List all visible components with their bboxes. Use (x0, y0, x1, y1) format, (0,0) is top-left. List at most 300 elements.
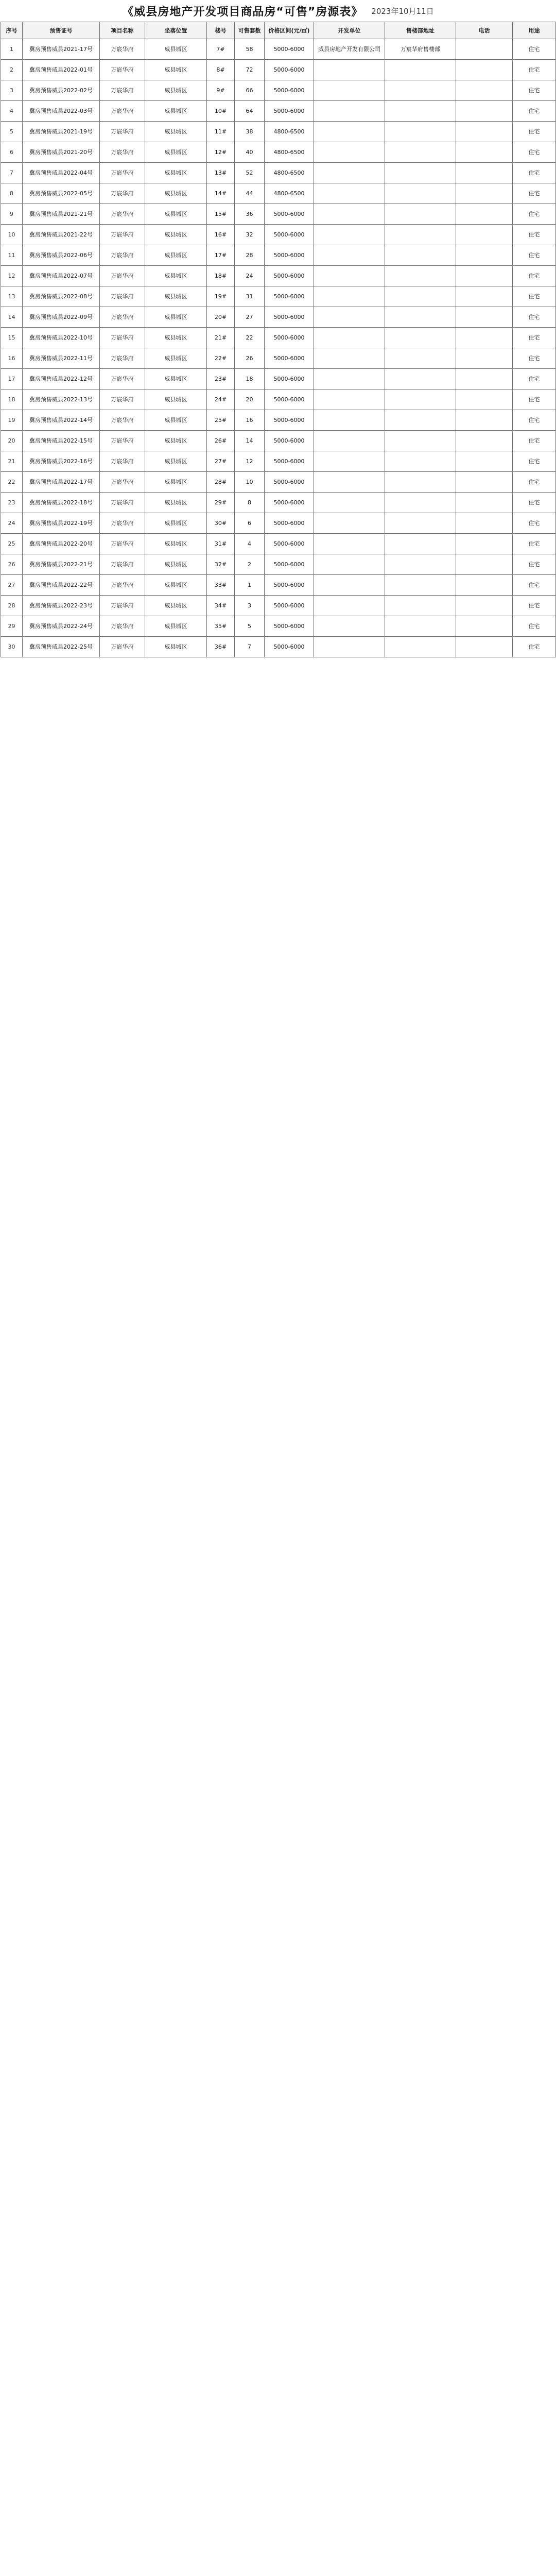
table-cell (385, 596, 456, 616)
table-cell: 40 (235, 142, 265, 163)
table-cell: 5000-6000 (265, 369, 314, 389)
table-cell (385, 431, 456, 451)
table-cell: 38 (235, 122, 265, 142)
column-header: 可售套数 (235, 22, 265, 39)
table-cell (385, 575, 456, 596)
table-cell (385, 307, 456, 328)
table-cell: 住宅 (513, 225, 556, 245)
table-cell (456, 39, 513, 60)
table-cell (314, 451, 385, 472)
table-cell: 威县城区 (145, 225, 207, 245)
table-cell (385, 616, 456, 637)
table-cell (456, 122, 513, 142)
table-cell: 冀房预售威县2022-22号 (23, 575, 100, 596)
table-cell (314, 245, 385, 266)
table-cell: 11# (207, 122, 235, 142)
table-cell: 威县城区 (145, 348, 207, 369)
table-cell (314, 328, 385, 348)
table-cell: 冀房预售威县2022-14号 (23, 410, 100, 431)
table-cell: 35# (207, 616, 235, 637)
table-cell: 16# (207, 225, 235, 245)
table-cell (385, 328, 456, 348)
table-cell: 住宅 (513, 369, 556, 389)
table-row (1, 431, 556, 451)
table-cell: 冀房预售威县2022-16号 (23, 451, 100, 472)
table-cell: 住宅 (513, 286, 556, 307)
table-cell (456, 534, 513, 554)
table-cell: 冀房预售威县2022-01号 (23, 60, 100, 80)
table-cell: 冀房预售威县2022-19号 (23, 513, 100, 534)
table-cell: 3 (235, 596, 265, 616)
table-cell: 15 (1, 328, 23, 348)
table-cell: 威县城区 (145, 101, 207, 122)
table-cell: 住宅 (513, 101, 556, 122)
table-cell: 住宅 (513, 472, 556, 493)
table-cell: 5 (235, 616, 265, 637)
table-cell (456, 575, 513, 596)
table-cell: 28 (1, 596, 23, 616)
table-row (1, 410, 556, 431)
table-cell: 17 (1, 369, 23, 389)
table-row (1, 369, 556, 389)
table-cell (456, 616, 513, 637)
table-cell (385, 204, 456, 225)
table-row (1, 163, 556, 183)
table-cell: 5000-6000 (265, 410, 314, 431)
table-cell (314, 60, 385, 80)
table-cell: 威县城区 (145, 513, 207, 534)
column-header: 开发单位 (314, 22, 385, 39)
table-cell (456, 451, 513, 472)
table-cell (385, 101, 456, 122)
table-cell: 住宅 (513, 575, 556, 596)
table-row (1, 286, 556, 307)
table-cell: 冀房预售威县2022-25号 (23, 637, 100, 657)
table-cell: 住宅 (513, 266, 556, 286)
column-header: 价格区间(元/㎡) (265, 22, 314, 39)
table-cell (385, 122, 456, 142)
table-cell (385, 348, 456, 369)
table-cell (314, 204, 385, 225)
table-row (1, 39, 556, 60)
table-cell (314, 431, 385, 451)
table-cell: 冀房预售威县2022-05号 (23, 183, 100, 204)
table-cell (314, 410, 385, 431)
table-cell: 威县城区 (145, 431, 207, 451)
table-cell: 22# (207, 348, 235, 369)
table-cell: 4 (235, 534, 265, 554)
table-cell (314, 575, 385, 596)
table-row (1, 575, 556, 596)
table-cell: 2 (235, 554, 265, 575)
table-row (1, 554, 556, 575)
table-cell: 住宅 (513, 204, 556, 225)
table-cell: 住宅 (513, 348, 556, 369)
table-cell: 5000-6000 (265, 39, 314, 60)
table-cell: 万宸华府 (100, 101, 145, 122)
table-cell: 住宅 (513, 451, 556, 472)
table-cell: 威县城区 (145, 286, 207, 307)
table-cell: 15# (207, 204, 235, 225)
table-cell (314, 101, 385, 122)
table-cell: 26# (207, 431, 235, 451)
table-cell (385, 225, 456, 245)
table-cell (314, 122, 385, 142)
table-cell (456, 596, 513, 616)
table-cell: 住宅 (513, 513, 556, 534)
table-row (1, 266, 556, 286)
table-cell: 22 (235, 328, 265, 348)
table-sheet (0, 22, 556, 2576)
table-row (1, 225, 556, 245)
table-cell (385, 451, 456, 472)
table-cell: 32 (235, 225, 265, 245)
table-cell: 威县城区 (145, 163, 207, 183)
table-cell: 16 (1, 348, 23, 369)
table-cell: 万宸华府 (100, 307, 145, 328)
table-cell (456, 307, 513, 328)
table-row (1, 596, 556, 616)
table-cell (385, 410, 456, 431)
column-header: 预售证号 (23, 22, 100, 39)
table-cell (456, 348, 513, 369)
table-cell (385, 637, 456, 657)
table-cell (456, 163, 513, 183)
table-cell: 万宸华府 (100, 163, 145, 183)
table-cell (314, 183, 385, 204)
table-cell: 8 (1, 183, 23, 204)
table-cell (314, 348, 385, 369)
table-cell: 万宸华府 (100, 266, 145, 286)
table-cell (456, 369, 513, 389)
table-cell: 34# (207, 596, 235, 616)
table-cell: 万宸华府 (100, 493, 145, 513)
table-cell: 威县城区 (145, 451, 207, 472)
table-cell: 44 (235, 183, 265, 204)
table-cell: 住宅 (513, 493, 556, 513)
table-cell (314, 307, 385, 328)
table-cell: 威县城区 (145, 328, 207, 348)
table-row (1, 183, 556, 204)
table-cell: 32# (207, 554, 235, 575)
table-cell: 8 (235, 493, 265, 513)
table-cell: 冀房预售威县2022-11号 (23, 348, 100, 369)
table-cell: 5000-6000 (265, 554, 314, 575)
table-cell (314, 554, 385, 575)
table-cell: 万宸华府 (100, 513, 145, 534)
table-cell: 5000-6000 (265, 225, 314, 245)
table-cell (456, 513, 513, 534)
table-cell (456, 431, 513, 451)
table-cell (456, 493, 513, 513)
table-cell: 住宅 (513, 60, 556, 80)
table-cell: 住宅 (513, 307, 556, 328)
table-cell: 冀房预售威县2022-17号 (23, 472, 100, 493)
table-cell (385, 389, 456, 410)
table-cell: 住宅 (513, 389, 556, 410)
table-cell: 万宸华府 (100, 225, 145, 245)
table-cell: 28# (207, 472, 235, 493)
table-cell: 威县城区 (145, 204, 207, 225)
table-cell (314, 80, 385, 101)
table-cell: 25 (1, 534, 23, 554)
table-cell (314, 596, 385, 616)
table-cell: 17# (207, 245, 235, 266)
table-cell: 万宸华府 (100, 472, 145, 493)
table-cell: 5000-6000 (265, 513, 314, 534)
table-cell: 31 (235, 286, 265, 307)
table-cell: 7 (1, 163, 23, 183)
table-cell (314, 616, 385, 637)
table-cell: 5000-6000 (265, 204, 314, 225)
table-cell: 冀房预售威县2021-22号 (23, 225, 100, 245)
table-cell: 10# (207, 101, 235, 122)
table-cell (314, 637, 385, 657)
table-cell: 13# (207, 163, 235, 183)
table-cell: 33# (207, 575, 235, 596)
table-cell: 14 (1, 307, 23, 328)
table-row (1, 348, 556, 369)
column-header: 坐落位置 (145, 22, 207, 39)
table-cell: 5000-6000 (265, 80, 314, 101)
table-cell: 冀房预售威县2022-07号 (23, 266, 100, 286)
table-cell: 万宸华府 (100, 410, 145, 431)
table-cell: 万宸华府 (100, 286, 145, 307)
table-cell: 1 (235, 575, 265, 596)
table-cell: 冀房预售威县2022-08号 (23, 286, 100, 307)
table-cell: 住宅 (513, 142, 556, 163)
table-row (1, 451, 556, 472)
table-cell: 万宸华府 (100, 596, 145, 616)
table-cell: 11 (1, 245, 23, 266)
table-row (1, 307, 556, 328)
table-cell: 24 (1, 513, 23, 534)
table-cell (314, 493, 385, 513)
table-cell (385, 183, 456, 204)
table-cell: 住宅 (513, 328, 556, 348)
table-cell: 威县城区 (145, 266, 207, 286)
table-cell (385, 493, 456, 513)
table-cell: 30# (207, 513, 235, 534)
table-cell: 72 (235, 60, 265, 80)
table-cell (385, 472, 456, 493)
table-cell: 23# (207, 369, 235, 389)
table-cell (456, 60, 513, 80)
table-cell: 7# (207, 39, 235, 60)
table-cell: 住宅 (513, 183, 556, 204)
table-cell: 5000-6000 (265, 307, 314, 328)
table-cell: 冀房预售威县2022-04号 (23, 163, 100, 183)
table-row (1, 122, 556, 142)
table-cell: 住宅 (513, 431, 556, 451)
table-cell (456, 204, 513, 225)
table-cell: 12 (235, 451, 265, 472)
table-cell (385, 163, 456, 183)
table-cell: 冀房预售威县2022-18号 (23, 493, 100, 513)
table-row (1, 534, 556, 554)
table-cell: 住宅 (513, 554, 556, 575)
table-cell: 万宸华府 (100, 142, 145, 163)
table-cell: 威县城区 (145, 245, 207, 266)
table-cell: 住宅 (513, 596, 556, 616)
table-cell: 5000-6000 (265, 245, 314, 266)
table-cell (456, 389, 513, 410)
table-cell: 威县城区 (145, 389, 207, 410)
table-cell (385, 142, 456, 163)
table-header-row (1, 22, 556, 39)
table-cell: 66 (235, 80, 265, 101)
table-cell: 2 (1, 60, 23, 80)
table-cell (314, 513, 385, 534)
table-row (1, 101, 556, 122)
table-cell: 29 (1, 616, 23, 637)
table-cell: 18 (1, 389, 23, 410)
table-cell: 冀房预售威县2021-20号 (23, 142, 100, 163)
table-cell: 威县城区 (145, 60, 207, 80)
table-cell: 5000-6000 (265, 266, 314, 286)
table-cell: 万宸华府 (100, 369, 145, 389)
table-cell: 住宅 (513, 534, 556, 554)
table-cell: 威县城区 (145, 410, 207, 431)
table-cell: 5000-6000 (265, 101, 314, 122)
table-cell (385, 266, 456, 286)
table-cell (385, 60, 456, 80)
column-header: 电话 (456, 22, 513, 39)
table-cell (456, 328, 513, 348)
column-header: 用途 (513, 22, 556, 39)
table-cell: 威县城区 (145, 534, 207, 554)
table-cell (385, 80, 456, 101)
table-cell: 24# (207, 389, 235, 410)
table-cell: 19 (1, 410, 23, 431)
table-cell (314, 389, 385, 410)
table-cell: 冀房预售威县2022-15号 (23, 431, 100, 451)
table-cell: 冀房预售威县2021-21号 (23, 204, 100, 225)
table-cell: 威县城区 (145, 142, 207, 163)
table-cell: 威县城区 (145, 493, 207, 513)
table-cell: 12# (207, 142, 235, 163)
table-row (1, 389, 556, 410)
table-cell (314, 369, 385, 389)
table-cell: 8# (207, 60, 235, 80)
table-cell: 5000-6000 (265, 431, 314, 451)
table-cell: 6 (1, 142, 23, 163)
table-cell: 万宸华府 (100, 554, 145, 575)
table-cell: 4800-6500 (265, 183, 314, 204)
table-row (1, 616, 556, 637)
table-cell: 30 (1, 637, 23, 657)
table-row (1, 60, 556, 80)
table-cell: 9# (207, 80, 235, 101)
table-cell: 住宅 (513, 80, 556, 101)
table-cell: 5000-6000 (265, 575, 314, 596)
table-cell: 12 (1, 266, 23, 286)
table-cell: 5 (1, 122, 23, 142)
table-cell: 5000-6000 (265, 451, 314, 472)
page-date: 2023年10月11日 (371, 6, 434, 16)
table-cell: 25# (207, 410, 235, 431)
table-cell (314, 225, 385, 245)
table-cell: 5000-6000 (265, 389, 314, 410)
table-cell: 万宸华府 (100, 39, 145, 60)
table-cell: 5000-6000 (265, 286, 314, 307)
table-cell: 58 (235, 39, 265, 60)
table-cell (456, 245, 513, 266)
table-cell (385, 534, 456, 554)
table-cell: 36 (235, 204, 265, 225)
table-row (1, 637, 556, 657)
table-cell: 威县城区 (145, 122, 207, 142)
table-cell: 万宸华府 (100, 534, 145, 554)
table-cell (456, 80, 513, 101)
table-cell: 万宸华府 (100, 451, 145, 472)
table-cell: 4 (1, 101, 23, 122)
table-cell: 20# (207, 307, 235, 328)
table-cell: 万宸华府 (100, 245, 145, 266)
table-cell: 5000-6000 (265, 328, 314, 348)
table-cell: 万宸华府 (100, 204, 145, 225)
table-cell: 威县城区 (145, 637, 207, 657)
table-cell (456, 410, 513, 431)
table-cell: 冀房预售威县2022-12号 (23, 369, 100, 389)
table-cell: 6 (235, 513, 265, 534)
table-cell: 21# (207, 328, 235, 348)
table-cell: 冀房预售威县2022-06号 (23, 245, 100, 266)
table-cell: 4800-6500 (265, 142, 314, 163)
table-cell: 威县城区 (145, 39, 207, 60)
table-cell: 住宅 (513, 616, 556, 637)
table-cell: 住宅 (513, 637, 556, 657)
table-row (1, 493, 556, 513)
table-cell: 万宸华府 (100, 348, 145, 369)
table-cell: 冀房预售威县2022-23号 (23, 596, 100, 616)
table-cell (456, 286, 513, 307)
table-cell: 万宸华府 (100, 80, 145, 101)
table-cell: 21 (1, 451, 23, 472)
table-cell: 36# (207, 637, 235, 657)
column-header: 楼号 (207, 22, 235, 39)
table-cell: 27# (207, 451, 235, 472)
table-cell: 31# (207, 534, 235, 554)
table-cell: 64 (235, 101, 265, 122)
table-cell: 22 (1, 472, 23, 493)
table-cell: 威县城区 (145, 307, 207, 328)
table-cell (456, 472, 513, 493)
table-cell: 威县城区 (145, 596, 207, 616)
table-row (1, 513, 556, 534)
table-cell: 26 (235, 348, 265, 369)
table-cell: 万宸华府 (100, 122, 145, 142)
table-cell: 14 (235, 431, 265, 451)
table-cell: 住宅 (513, 163, 556, 183)
table-cell: 威县城区 (145, 554, 207, 575)
table-cell: 26 (1, 554, 23, 575)
table-cell: 10 (235, 472, 265, 493)
table-cell: 万宸华府 (100, 183, 145, 204)
table-cell (314, 286, 385, 307)
table-cell (385, 286, 456, 307)
table-cell: 27 (235, 307, 265, 328)
column-header: 项目名称 (100, 22, 145, 39)
table-cell (385, 245, 456, 266)
table-cell (456, 554, 513, 575)
table-body (1, 39, 556, 657)
table-cell: 9 (1, 204, 23, 225)
table-cell: 29# (207, 493, 235, 513)
table-cell: 冀房预售威县2022-02号 (23, 80, 100, 101)
table-cell: 万宸华府 (100, 328, 145, 348)
table-cell: 冀房预售威县2022-21号 (23, 554, 100, 575)
